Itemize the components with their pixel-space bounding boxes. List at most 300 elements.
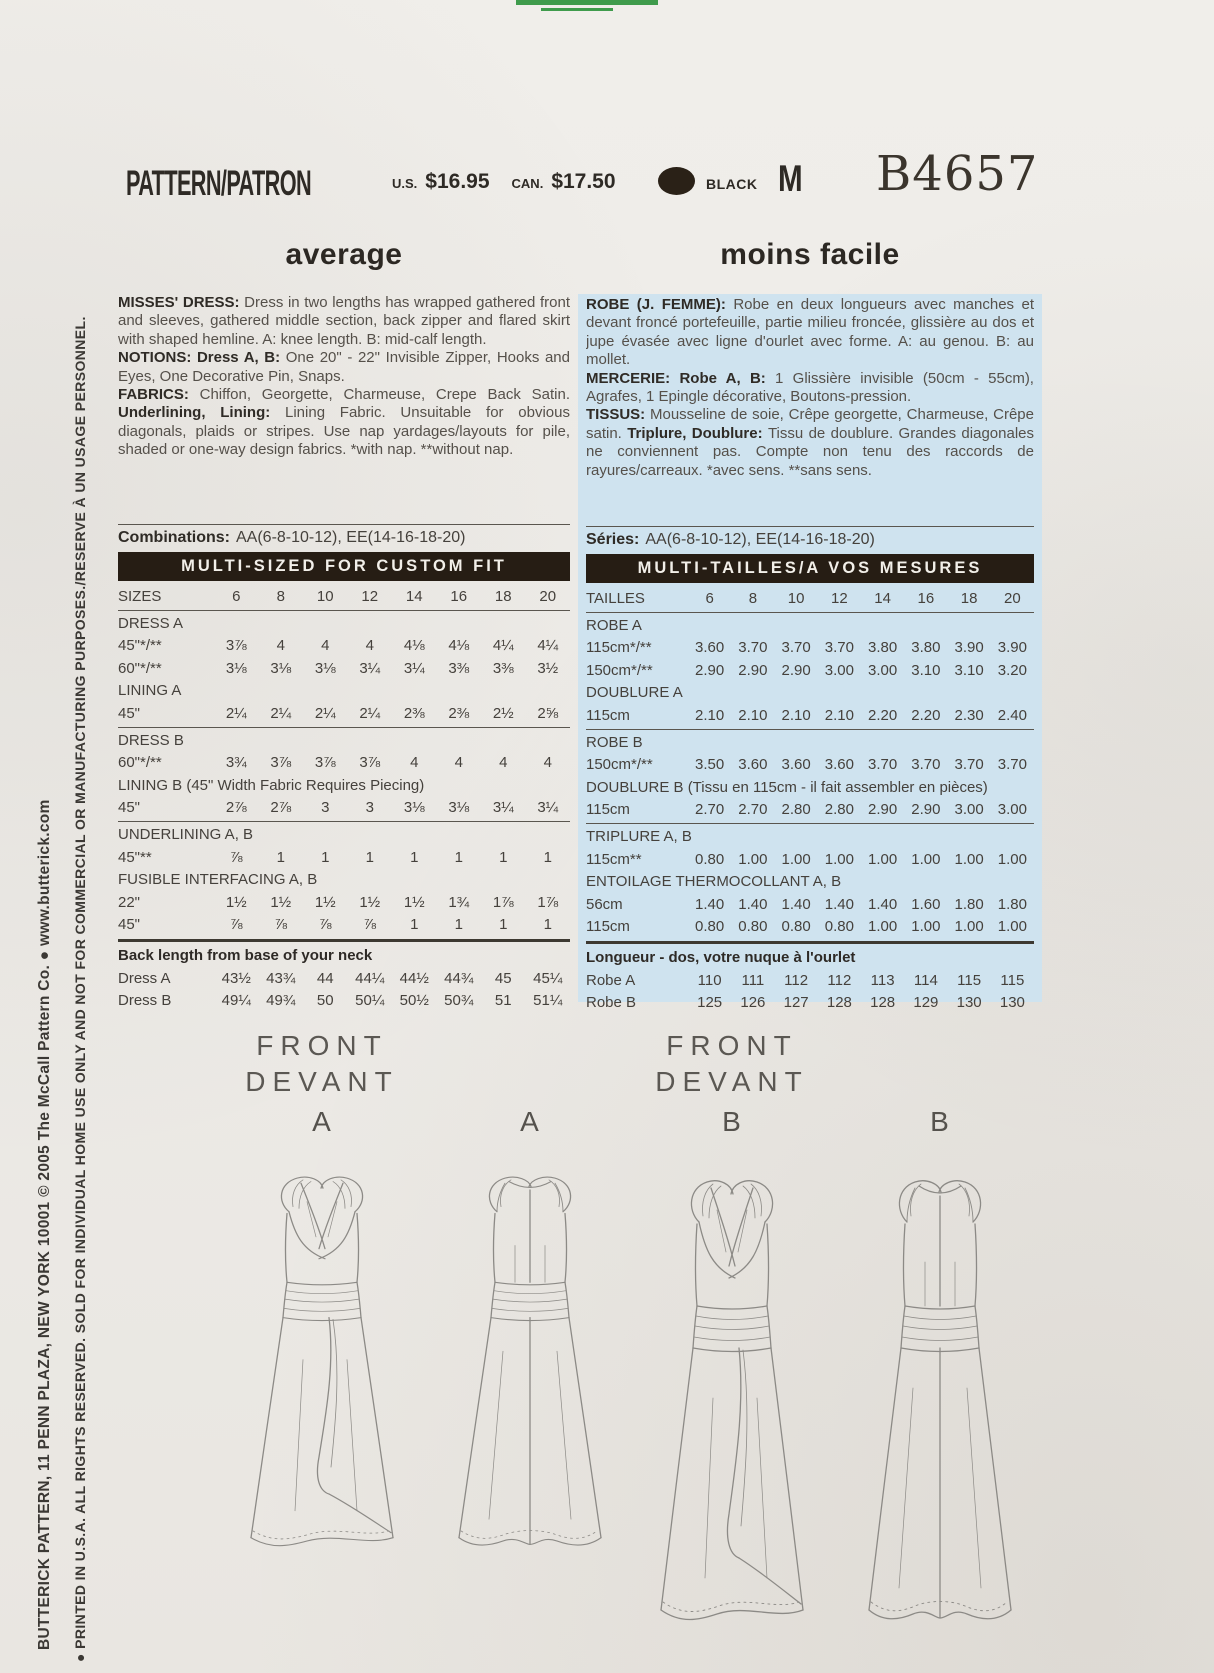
table-row [118, 797, 570, 822]
table-cell: 2.90 [868, 801, 898, 819]
row-label: Dress B [118, 992, 172, 1010]
table-row [586, 637, 1034, 660]
row-label: SIZES [118, 588, 162, 605]
table-cell: 3.70 [738, 639, 768, 657]
table-row [118, 968, 570, 991]
table-cell: 0.80 [781, 918, 811, 936]
table-cell: 1 [410, 848, 419, 866]
table-cell: 3⅛ [314, 659, 336, 677]
table-row [586, 705, 1034, 730]
table-row [586, 615, 1034, 638]
description-paragraph [118, 349, 570, 386]
row-label: 150cm*/** [586, 756, 653, 774]
table-row [586, 871, 1034, 894]
table-cell: 2.20 [911, 706, 941, 724]
table-cell: 3.70 [781, 639, 811, 657]
table-row [118, 824, 570, 847]
table-cell: 14 [874, 590, 891, 607]
table-cell: 3.60 [738, 756, 768, 774]
table-cell: 1.00 [781, 850, 811, 868]
table-cell: 3.50 [695, 756, 725, 774]
color-name-label: BLACK [706, 176, 758, 192]
difficulty-english: average [285, 238, 403, 271]
table-cell: ⅞ [229, 848, 243, 866]
table-cell: 1.40 [781, 895, 811, 913]
table-cell: 1 [543, 916, 552, 934]
table-cell: 3.80 [911, 639, 941, 657]
table-cell: 3¼ [492, 799, 514, 817]
table-cell: 3.90 [954, 639, 984, 657]
black-color-swatch-icon [658, 167, 695, 195]
english-size-table [118, 586, 570, 1013]
us-currency-label: U.S. [392, 176, 418, 191]
table-row [118, 847, 570, 870]
table-cell: 10 [316, 588, 334, 605]
view-letter: B [722, 1106, 742, 1137]
table-cell: 4⅛ [448, 637, 470, 655]
table-cell: 1 [365, 848, 374, 866]
table-cell: 1.00 [954, 850, 984, 868]
row-label: 22" [118, 893, 141, 911]
table-cell: 130 [956, 994, 982, 1012]
table-row [118, 586, 570, 611]
table-cell: 3⅞ [270, 754, 292, 772]
row-label: DOUBLURE B (Tissu en 115cm - il fait assembler en pièces) [586, 778, 988, 796]
french-description [586, 296, 1034, 524]
paragraph-text: Lining Fabric. Unsuitable for obvious diagonals, plaids or stripes. Use nap yardages/layouts for pile, shaded or one-way design fabrics. *with nap. **without nap. [118, 404, 570, 459]
english-table-title-bar: MULTI-SIZED FOR CUSTOM FIT [118, 552, 570, 581]
table-cell: 2.10 [738, 706, 768, 724]
table-cell: 20 [539, 588, 557, 605]
table-cell: 3⅞ [359, 754, 381, 772]
row-label: Dress A [118, 969, 171, 987]
table-cell: 1.00 [997, 850, 1027, 868]
can-currency-label: CAN. [511, 176, 544, 191]
description-paragraph [118, 386, 570, 460]
table-cell: 1.60 [911, 895, 941, 913]
table-cell: 2⅞ [225, 799, 247, 817]
front-devant-label-a [232, 1028, 412, 1100]
table-cell: 125 [697, 994, 723, 1012]
table-row [118, 752, 570, 775]
table-cell: 4¼ [492, 637, 514, 655]
table-cell: 6 [232, 588, 241, 605]
table-cell: 3¾ [225, 754, 247, 772]
table-cell: 126 [740, 994, 766, 1012]
table-cell: 3.70 [911, 756, 941, 774]
table-row [586, 588, 1034, 613]
view-letter: B [930, 1106, 950, 1137]
table-row [118, 730, 570, 753]
table-cell: 44 [316, 969, 334, 987]
paragraph-text: 1 Glissière invisible (50cm - 55cm), Agrafes, 1 Epingle décorative, Boutons-pression. [586, 369, 1034, 406]
table-row [586, 777, 1034, 800]
table-cell: 3.10 [911, 661, 941, 679]
table-cell: 3⅛ [270, 659, 292, 677]
table-cell: 1 [454, 848, 463, 866]
table-cell: 3.00 [954, 801, 984, 819]
table-row [586, 754, 1034, 777]
table-cell: 44½ [399, 969, 429, 987]
series-line [586, 527, 1034, 552]
row-label: DOUBLURE A [586, 684, 683, 702]
table-cell: 1¾ [448, 893, 470, 911]
table-cell: 1½ [403, 893, 425, 911]
table-cell: 3⅛ [403, 799, 425, 817]
table-cell: 3.00 [868, 661, 898, 679]
paragraph-lead-bold: MERCERIE: Robe A, B: [586, 369, 776, 387]
table-cell: 2.40 [997, 706, 1027, 724]
table-cell: 8 [748, 590, 758, 607]
table-cell: 2½ [492, 704, 514, 722]
paragraph-lead-bold: Triplure, Doublure: [627, 424, 768, 442]
table-cell: 3.70 [824, 639, 854, 657]
table-cell: 14 [405, 588, 423, 605]
table-row [586, 894, 1034, 917]
table-cell: 44¼ [355, 969, 385, 987]
table-cell: 2.90 [781, 661, 811, 679]
table-cell: 3⅞ [314, 754, 336, 772]
table-row [118, 775, 570, 798]
table-cell: 1 [410, 916, 419, 934]
paragraph-lead-bold: NOTIONS: Dress A, B: [118, 349, 286, 367]
table-cell: 0.80 [738, 918, 768, 936]
table-cell: 2¼ [314, 704, 336, 722]
table-cell: 45 [494, 969, 512, 987]
table-cell: 0.80 [695, 850, 725, 868]
table-cell: 1.40 [695, 895, 725, 913]
table-cell: 12 [361, 588, 379, 605]
row-label: LINING B (45" Width Fabric Requires Piecing) [118, 776, 425, 794]
row-label: UNDERLINING A, B [118, 825, 254, 843]
table-cell: 6 [705, 590, 714, 607]
row-label: 45" [118, 799, 141, 817]
row-label: DRESS A [118, 614, 184, 632]
table-cell: 129 [913, 994, 939, 1012]
paragraph-text: Mousseline de soie, Crêpe georgette, Charmeuse, Crêpe satin. [586, 406, 1034, 442]
table-cell: 50¾ [444, 992, 474, 1010]
paragraph-lead-bold: MISSES' DRESS: [118, 294, 245, 311]
table-cell: 2.80 [824, 801, 854, 819]
table-row [586, 916, 1034, 944]
table-cell: 2.90 [738, 661, 768, 679]
table-cell: 4 [410, 754, 419, 772]
row-label: Robe B [586, 994, 637, 1012]
table-cell: 1 [499, 848, 508, 866]
table-cell: 3⅛ [225, 659, 247, 677]
paragraph-text: Tissu de doublure. Grandes diagonales ne conviennent pas. Compte non tenu des raccords de rayures/carreaux. *avec sens. **sans sens. [586, 424, 1034, 479]
price-block [392, 170, 630, 194]
table-cell: 1½ [359, 893, 381, 911]
row-label: 45" [118, 916, 141, 934]
row-label: TRIPLURE A, B [586, 827, 692, 845]
description-paragraph [586, 296, 1034, 370]
table-cell: 128 [870, 994, 896, 1012]
paragraph-lead-bold: Underlining, Lining: [118, 404, 285, 422]
table-cell: 1 [499, 916, 508, 934]
table-cell: 2.20 [868, 706, 898, 724]
table-cell: 2.90 [695, 661, 725, 679]
table-cell: 2¼ [359, 704, 381, 722]
table-cell: 1 [276, 848, 285, 866]
table-cell: 1½ [314, 893, 336, 911]
table-cell: 3.00 [824, 661, 854, 679]
table-cell: 1.80 [954, 895, 984, 913]
table-cell: 18 [494, 588, 512, 605]
table-cell: 3.00 [997, 801, 1027, 819]
can-price: $17.50 [551, 170, 616, 193]
table-cell: 2.10 [781, 706, 811, 724]
table-cell: 1.00 [911, 850, 941, 868]
table-cell: 2.30 [954, 706, 984, 724]
table-cell: 128 [826, 994, 852, 1012]
pattern-patron-label: PATTERN/PATRON [126, 164, 312, 203]
dress-b-front-illustration [647, 1158, 817, 1658]
table-cell: 1 [321, 848, 330, 866]
table-cell: 3½ [537, 659, 559, 677]
table-cell: 115 [1000, 971, 1025, 989]
table-row [586, 970, 1034, 993]
table-row [586, 947, 1034, 970]
table-cell: 112 [784, 971, 809, 989]
row-label: 45"** [118, 848, 152, 866]
table-cell: 2.10 [824, 706, 854, 724]
combinations-value: AA(6-8-10-12), EE(14-16-18-20) [236, 529, 466, 546]
table-cell: 1.00 [997, 918, 1027, 936]
table-cell: 2.90 [911, 801, 941, 819]
row-label: ROBE B [586, 733, 643, 751]
row-label: 60"*/** [118, 754, 162, 772]
table-cell: 1.40 [738, 895, 768, 913]
table-cell: 2¼ [225, 704, 247, 722]
paragraph-lead-bold: ROBE (J. FEMME): [586, 296, 734, 313]
table-cell: 4¼ [537, 637, 559, 655]
table-row [118, 635, 570, 658]
table-row [586, 682, 1034, 705]
table-cell: 3¼ [359, 659, 381, 677]
paragraph-text: Dress in two lengths has wrapped gathered front and sleeves, gathered middle section, back zipper and flared skirt with shaped hemline. A: knee length. B: mid-calf length. [118, 294, 570, 348]
table-cell: 4 [365, 637, 374, 655]
table-row [118, 658, 570, 681]
series-value: AA(6-8-10-12), EE(14-16-18-20) [645, 531, 875, 548]
table-cell: 43¾ [266, 969, 296, 987]
table-cell: 3.60 [695, 639, 725, 657]
french-size-table [586, 588, 1034, 1015]
table-row [586, 799, 1034, 824]
table-cell: 0.80 [695, 918, 725, 936]
table-cell: ⅞ [318, 916, 332, 934]
row-label: 60"*/** [118, 659, 162, 677]
combinations-line [118, 525, 570, 550]
table-cell: 114 [913, 971, 938, 989]
view-letter: A [312, 1106, 332, 1137]
paragraph-lead-bold: TISSUS: [586, 406, 650, 424]
table-cell: 1 [543, 848, 552, 866]
table-cell: 3.80 [868, 639, 898, 657]
table-cell: 1.40 [868, 895, 898, 913]
paragraph-lead-bold: FABRICS: [118, 386, 200, 404]
table-cell: 1½ [225, 893, 247, 911]
table-cell: 3.70 [954, 756, 984, 774]
english-description [118, 294, 570, 522]
table-cell: 50 [316, 992, 334, 1010]
table-cell: 1.00 [911, 918, 941, 936]
table-cell: ⅞ [363, 916, 376, 934]
table-cell: 2.70 [695, 801, 725, 819]
print-registration-mark [516, 0, 658, 5]
table-cell: 3.20 [997, 661, 1027, 679]
table-row [118, 945, 570, 968]
table-cell: 4 [499, 754, 508, 772]
table-cell: 127 [783, 994, 809, 1012]
table-cell: 51¼ [533, 992, 563, 1010]
table-cell: ⅞ [274, 916, 287, 934]
table-row [586, 660, 1034, 683]
table-cell: 110 [697, 971, 722, 989]
table-cell: 3.70 [997, 756, 1027, 774]
table-cell: 3 [321, 799, 330, 817]
table-cell: ⅞ [229, 916, 243, 934]
table-cell: 50½ [399, 992, 429, 1010]
row-label: 150cm*/** [586, 661, 653, 679]
table-cell: 1.80 [997, 895, 1027, 913]
table-cell: 2⅜ [403, 704, 425, 722]
row-label: LINING A [118, 682, 182, 700]
row-label: 45"*/** [118, 637, 162, 655]
table-cell: 3⅜ [492, 659, 514, 677]
table-cell: 3⅛ [448, 799, 470, 817]
table-cell: 3¼ [537, 799, 559, 817]
table-cell: 4⅛ [403, 637, 425, 655]
dress-a-back-illustration [445, 1158, 615, 1578]
table-cell: 3 [365, 799, 374, 817]
row-label: 115cm*/** [586, 639, 652, 657]
front-label: FRONT [256, 1030, 388, 1061]
combinations-label: Combinations: [118, 529, 230, 546]
sidebar-publisher-line: BUTTERICK PATTERN, 11 PENN PLAZA, NEW YORK 10001 © 2005 The McCall Pattern Co. ● www.butterick.com [36, 799, 53, 1650]
row-label: 115cm** [586, 850, 642, 868]
table-cell: 1½ [270, 893, 292, 911]
devant-label: DEVANT [655, 1066, 809, 1097]
french-column [578, 294, 1042, 1012]
paragraph-text: Chiffon, Georgette, Charmeuse, Crepe Back Satin. [199, 386, 570, 404]
table-cell: 3.60 [824, 756, 854, 774]
table-cell: 130 [999, 994, 1025, 1012]
print-registration-mark [541, 8, 613, 11]
table-cell: 12 [831, 590, 848, 607]
table-cell: 1 [454, 916, 463, 934]
paragraph-text: Robe en deux longueurs avec manches et devant froncé portefeuille, partie milieu froncée, glissière au dos et jupe évasée avec ligne d'ourlet avec forme. A: au genou. B: au mollet. [586, 296, 1034, 369]
row-label: 115cm [586, 918, 630, 936]
table-cell: 112 [827, 971, 852, 989]
row-label: 115cm [586, 706, 630, 724]
table-cell: 16 [917, 590, 935, 607]
table-row [118, 703, 570, 728]
table-cell: 2⅝ [537, 704, 559, 722]
table-cell: 0.80 [824, 918, 854, 936]
row-label: Back length from base of your neck [118, 946, 373, 964]
row-label: ENTOILAGE THERMOCOLLANT A, B [586, 873, 842, 891]
table-row [586, 849, 1034, 872]
paragraph-text: One 20" - 22" Invisible Zipper, Hooks and Eyes, One Decorative Pin, Snaps. [118, 349, 570, 385]
table-cell: 3.60 [781, 756, 811, 774]
table-cell: 1⅞ [492, 893, 514, 911]
row-label: FUSIBLE INTERFACING A, B [118, 871, 318, 889]
english-column [118, 294, 570, 1013]
table-cell: 3.10 [954, 661, 984, 679]
row-label: DRESS B [118, 731, 184, 749]
table-cell: 49¼ [221, 992, 251, 1010]
table-cell: 1.00 [868, 918, 898, 936]
row-label: Longueur - dos, votre nuque à l'ourlet [586, 948, 856, 966]
row-label: 56cm [586, 895, 623, 913]
table-cell: 3¼ [403, 659, 425, 677]
description-paragraph [118, 294, 570, 349]
description-paragraph [586, 370, 1034, 407]
illustrations-section [0, 1020, 1214, 1673]
table-cell: 3.70 [868, 756, 898, 774]
dress-b-back-illustration [855, 1158, 1025, 1658]
view-letter: A [520, 1106, 540, 1137]
table-cell: 3⅜ [448, 659, 470, 677]
description-paragraph [586, 406, 1034, 480]
table-row [586, 826, 1034, 849]
table-row [586, 992, 1034, 1015]
table-cell: 1⅞ [537, 893, 559, 911]
table-row [118, 613, 570, 636]
table-cell: 3.90 [997, 639, 1027, 657]
table-row [118, 892, 570, 915]
table-cell: 16 [450, 588, 468, 605]
table-row [118, 990, 570, 1013]
table-cell: 2⅞ [270, 799, 292, 817]
table-cell: 2⅜ [448, 704, 470, 722]
row-label: Robe A [586, 971, 636, 989]
table-row [118, 869, 570, 892]
table-cell: 2¼ [270, 704, 292, 722]
row-label: 45" [118, 704, 141, 722]
table-cell: 51 [494, 992, 512, 1010]
table-cell: 4 [454, 754, 463, 772]
row-label: TAILLES [586, 590, 645, 607]
french-table-title-bar: MULTI-TAILLES/A VOS MESURES [586, 554, 1034, 583]
table-cell: 4 [543, 754, 552, 772]
size-group-letter: M [778, 158, 803, 199]
table-cell: 18 [960, 590, 978, 607]
series-label: Séries: [586, 531, 640, 548]
table-cell: 113 [870, 971, 895, 989]
devant-label: DEVANT [245, 1066, 399, 1097]
table-cell: 20 [1004, 590, 1021, 607]
row-label: 115cm [586, 801, 630, 819]
table-cell: 50¼ [355, 992, 385, 1010]
table-cell: 49¾ [266, 992, 296, 1010]
front-devant-label-b [642, 1028, 822, 1100]
table-cell: 2.10 [695, 706, 725, 724]
table-cell: 1.00 [738, 850, 768, 868]
table-cell: 2.70 [738, 801, 768, 819]
table-cell: 115 [957, 971, 982, 989]
table-row [118, 914, 570, 942]
table-cell: 1.00 [824, 850, 854, 868]
row-label: ROBE A [586, 616, 642, 634]
table-cell: 1.00 [868, 850, 898, 868]
dress-a-front-illustration [237, 1158, 407, 1578]
table-cell: 3⅞ [225, 637, 247, 655]
table-cell: 10 [787, 590, 805, 607]
table-cell: 45¼ [533, 969, 563, 987]
table-cell: 4 [321, 637, 330, 655]
